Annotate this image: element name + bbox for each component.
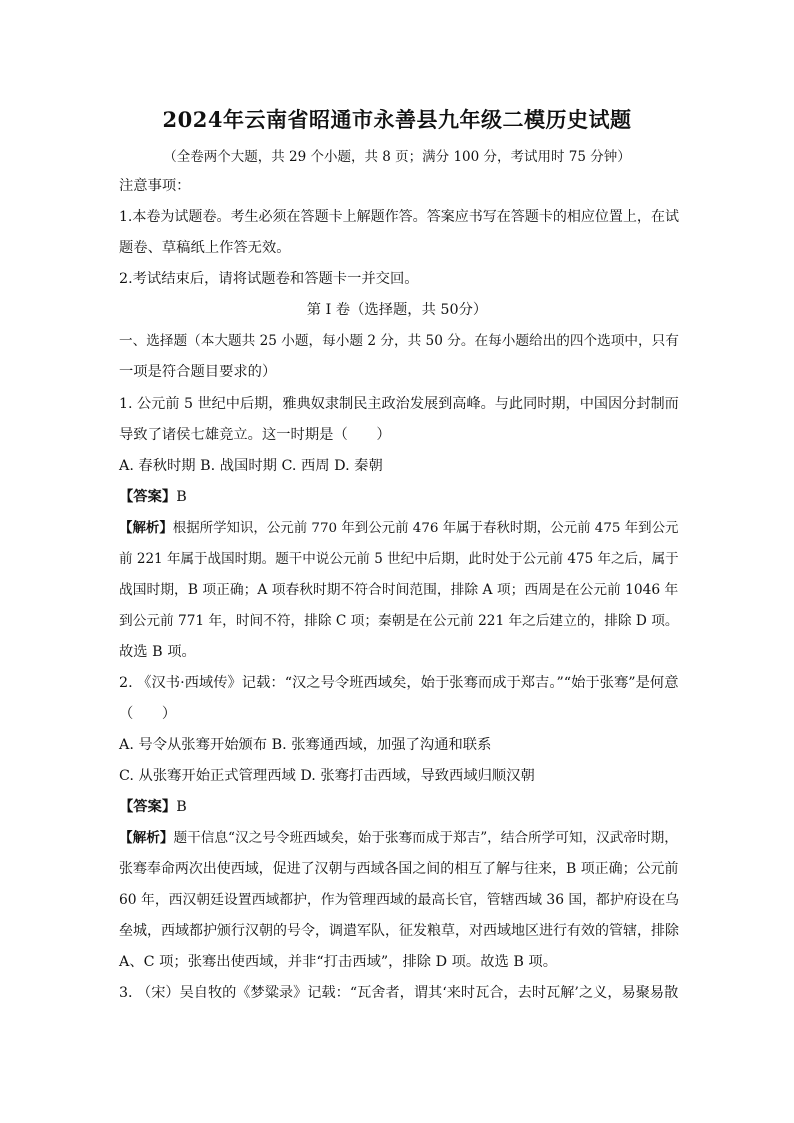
- q1-analysis-line5: 故选 B 项。: [119, 644, 196, 660]
- analysis-tag: 【解析】: [119, 830, 174, 846]
- q1-analysis-line3: 战国时期，B 项正确；A 项春秋时期不符合时间范围，排除 A 项；西周是在公元前 1046 年: [119, 582, 679, 598]
- q1-options: A. 春秋时期 B. 战国时期 C. 西周 D. 秦朝: [119, 458, 383, 474]
- document-title: 2024年云南省昭通市永善县九年级二模历史试题: [162, 107, 632, 132]
- q1-analysis-line1: [119, 518, 679, 539]
- q1-answer-value: B: [176, 489, 187, 505]
- answer-tag: 【答案】: [119, 799, 177, 815]
- q1-line1: 1. 公元前 5 世纪中后期，雅典奴隶制民主政治发展到高峰。与此同时期，中国因分封制而: [119, 396, 679, 412]
- section-line1: 一、选择题（本大题共 25 小题，每小题 2 分，共 50 分。在每小题给出的四个选项中，只有: [119, 333, 679, 349]
- document-subtitle: （全卷两个大题，共 29 个小题，共 8 页；满分 100 分，考试用时 75 分钟）: [163, 149, 631, 165]
- notice-1-line1: 1.本卷为试题卷。考生必须在答题卡上解题作答。答案应书写在答题卡的相应位置上，在试: [119, 209, 679, 225]
- q2-answer-value: B: [176, 799, 187, 815]
- notice-2: 2.考试结束后，请将试题卷和答题卡一并交回。: [119, 271, 419, 287]
- q2-analysis-line1: [119, 828, 679, 848]
- q1-answer: [119, 487, 679, 507]
- q2-analysis-line3: 60 年，西汉朝廷设置西域都护，作为管理西域的最高长官，管辖西域 36 国，都护府设在乌: [119, 892, 680, 908]
- q2-line2: （ ）: [119, 706, 177, 722]
- section-line2: 一项是符合题目要求的）: [119, 364, 277, 380]
- analysis-tag: 【解析】: [119, 520, 173, 536]
- q2-answer: [119, 797, 679, 817]
- q3-line1: 3. （宋）吴自牧的《梦粱录》记载：“瓦舍者，谓其‘来时瓦合，去时瓦解’之义，易聚易散: [119, 985, 679, 1001]
- q1-analysis-line4: 到公元前 771 年，时间不符，排除 C 项；秦朝是在公元前 221 年之后建立的，排除 D 项。: [119, 613, 679, 629]
- notice-heading: 注意事项：: [119, 178, 191, 194]
- q1-analysis-text1: 根据所学知识，公元前 770 年到公元前 476 年属于春秋时期，公元前 475 年到公元: [172, 521, 679, 536]
- q2-analysis-line4: 垒城，西域都护颁行汉朝的号令，调遣军队，征发粮草，对西域地区进行有效的管辖，排除: [119, 923, 679, 939]
- q2-options-line1: A. 号令从张骞开始颁布 B. 张骞通西域，加强了沟通和联系: [119, 737, 492, 753]
- q2-line1: 2. 《汉书·西域传》记载：“汉之号令班西域矣，始于张骞而成于郑吉。”“始于张骞”是何意: [119, 675, 679, 691]
- q1-analysis-line2: 前 221 年属于战国时期。题干中说公元前 5 世纪中后期，此时处于公元前 475 年之后，属于: [119, 551, 679, 567]
- q2-options-line2: C. 从张骞开始正式管理西域 D. 张骞打击西域，导致西域归顺汉朝: [119, 768, 535, 784]
- notice-1-line2: 题卷、草稿纸上作答无效。: [119, 240, 291, 256]
- answer-tag: 【答案】: [119, 489, 177, 505]
- q2-analysis-line2: 张骞奉命两次出使西域，促进了汉朝与西域各国之间的相互了解与往来，B 项正确；公元前: [119, 861, 679, 877]
- q2-analysis-text1: 题干信息“汉之号令班西域矣，始于张骞而成于郑吉”，结合所学可知，汉武帝时期，: [173, 830, 678, 846]
- q2-analysis-line5: A、C 项；张骞出使西域，并非“打击西域”，排除 D 项。故选 B 项。: [119, 954, 557, 970]
- volume-heading: 第 I 卷（选择题，共 50分）: [306, 302, 488, 318]
- q1-line2: 导致了诸侯七雄竞立。这一时期是（ ）: [119, 427, 391, 443]
